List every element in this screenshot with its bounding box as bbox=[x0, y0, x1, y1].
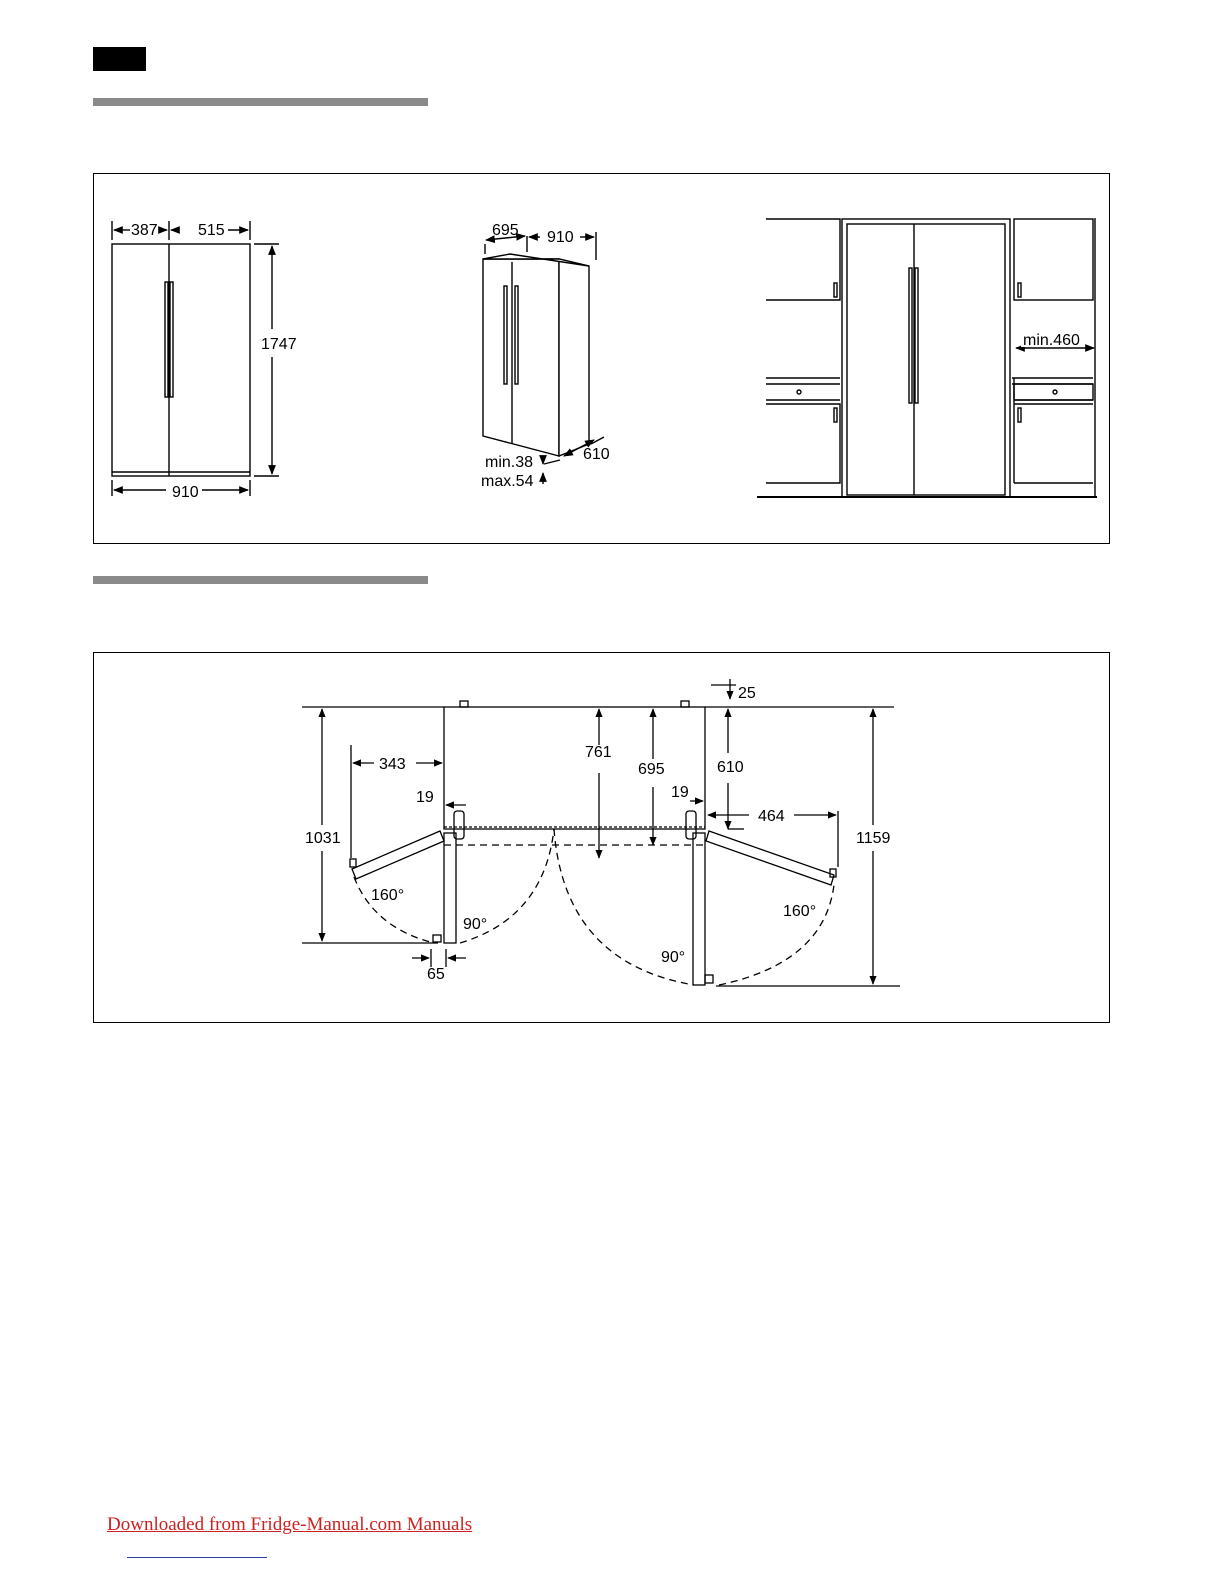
section-rule-2 bbox=[93, 576, 428, 584]
dim-1159: 1159 bbox=[856, 830, 891, 847]
door-opening-diagram bbox=[94, 653, 1111, 1024]
footer-blue-underline bbox=[127, 1557, 267, 1558]
handle-right bbox=[170, 282, 173, 397]
handle-left bbox=[165, 282, 168, 397]
dim-65: 65 bbox=[427, 966, 445, 983]
right-door-90 bbox=[693, 833, 705, 985]
dim-695: 695 bbox=[638, 761, 665, 778]
dimensions-figure-panel bbox=[93, 173, 1110, 544]
angle-left-160: 160° bbox=[371, 887, 405, 904]
dim-gap-max: max.54 bbox=[481, 473, 534, 490]
upper-cabinet-right bbox=[1014, 219, 1093, 300]
niche-fridge-outer bbox=[842, 219, 1010, 497]
fridge-body-front bbox=[112, 244, 250, 476]
section-rule-1 bbox=[93, 98, 428, 106]
fridge-body-topview bbox=[444, 707, 705, 829]
dim-19-left: 19 bbox=[416, 789, 434, 806]
dim-front-width: 910 bbox=[172, 484, 199, 501]
dim-front-right-width: 515 bbox=[198, 222, 225, 239]
niche-view bbox=[757, 218, 1097, 497]
dim-610: 610 bbox=[717, 759, 744, 776]
dim-gap-min: min.38 bbox=[485, 454, 534, 471]
hinge-right bbox=[686, 811, 696, 839]
right-door-160 bbox=[706, 831, 834, 885]
dimensions-diagram bbox=[94, 174, 1111, 545]
left-door-160 bbox=[352, 831, 444, 879]
niche-fridge-doors bbox=[847, 224, 1005, 495]
angle-left-90: 90° bbox=[463, 916, 488, 933]
angle-right-90: 90° bbox=[661, 949, 686, 966]
dim-front-height: 1747 bbox=[261, 336, 297, 353]
dim-side-clearance: min.460 bbox=[1023, 332, 1080, 349]
dim-761: 761 bbox=[585, 744, 612, 761]
dim-front-left-width: 387 bbox=[131, 222, 158, 239]
perspective-front-face bbox=[483, 259, 559, 456]
dim-perspective-depth: 695 bbox=[492, 222, 519, 239]
dim-perspective-width: 910 bbox=[547, 229, 574, 246]
dim-19-right: 19 bbox=[671, 784, 689, 801]
dim-464: 464 bbox=[758, 808, 785, 825]
dim-25: 25 bbox=[738, 685, 756, 702]
dim-perspective-side: 610 bbox=[583, 446, 610, 463]
angle-right-160: 160° bbox=[783, 903, 817, 920]
left-door-90 bbox=[444, 833, 456, 943]
dim-1031: 1031 bbox=[305, 830, 341, 847]
page-tab-marker bbox=[93, 47, 146, 71]
front-view bbox=[112, 221, 279, 496]
dim-343: 343 bbox=[379, 756, 406, 773]
door-opening-figure-panel bbox=[93, 652, 1110, 1023]
perspective-side-face bbox=[559, 259, 589, 456]
download-source-link[interactable]: Downloaded from Fridge-Manual.com Manuals bbox=[107, 1514, 473, 1535]
